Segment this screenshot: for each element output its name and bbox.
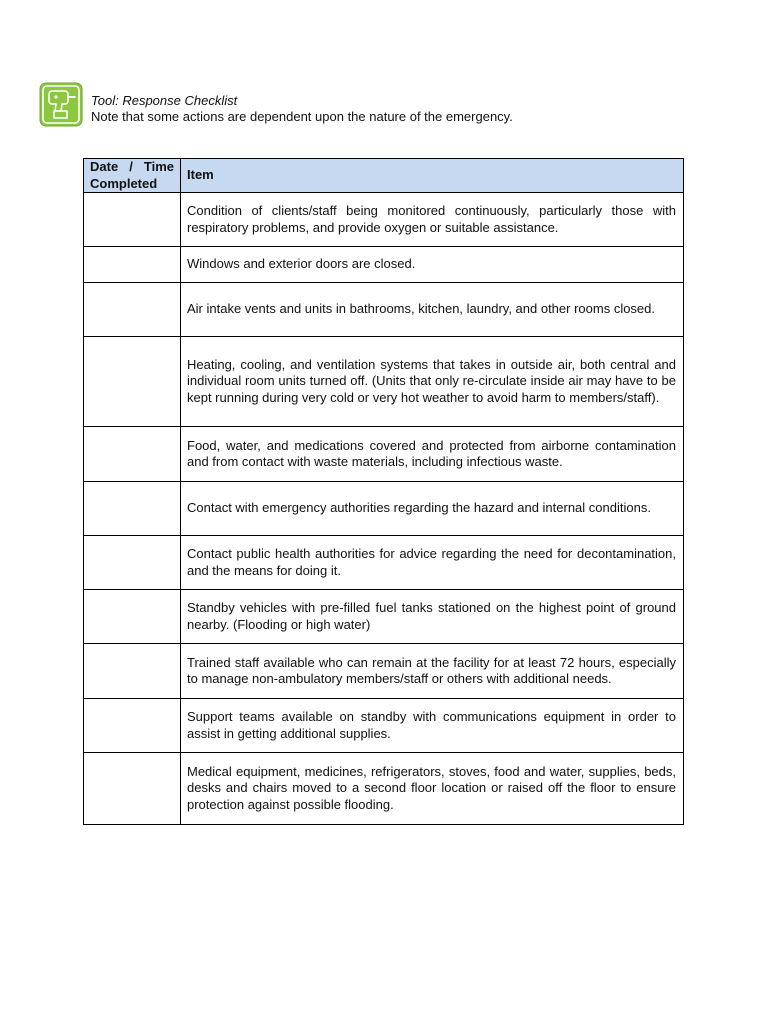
table-row xyxy=(84,482,684,536)
checklist-item-text: Trained staff available who can remain at the facility for at least 72 hours, especially to manage non-ambulatory members/staff or others with additional needs. xyxy=(181,644,684,699)
response-checklist-table xyxy=(83,158,684,825)
table-row xyxy=(84,193,684,247)
item-header: Item xyxy=(181,159,684,193)
table-row xyxy=(84,753,684,825)
checklist-item-text: Air intake vents and units in bathrooms, kitchen, laundry, and other rooms closed. xyxy=(181,283,684,337)
table-header-row xyxy=(84,159,684,193)
date-time-completed-header xyxy=(84,159,181,193)
checklist-item-text: Support teams available on standby with communications equipment in order to assist in getting additional supplies. xyxy=(181,699,684,753)
date-completed-cell[interactable] xyxy=(84,482,181,536)
date-completed-cell[interactable] xyxy=(84,337,181,427)
table-row xyxy=(84,699,684,753)
date-completed-cell[interactable] xyxy=(84,193,181,247)
table-row xyxy=(84,427,684,482)
date-completed-cell[interactable] xyxy=(84,753,181,825)
table-row xyxy=(84,247,684,283)
date-completed-cell[interactable] xyxy=(84,644,181,699)
checklist-item-text: Windows and exterior doors are closed. xyxy=(181,247,684,283)
date-completed-cell[interactable] xyxy=(84,699,181,753)
date-completed-cell[interactable] xyxy=(84,427,181,482)
table-row xyxy=(84,283,684,337)
checklist-item-text: Contact public health authorities for advice regarding the need for decontamination, and the means for doing it. xyxy=(181,536,684,590)
power-drill-tool-icon xyxy=(39,82,83,127)
tool-title: Tool: Response Checklist xyxy=(91,93,238,108)
date-completed-cell[interactable] xyxy=(84,283,181,337)
table-row xyxy=(84,536,684,590)
checklist-item-text: Medical equipment, medicines, refrigerators, stoves, food and water, supplies, beds, desks and chairs moved to a second floor location or raised off the floor to ensure protection against possible flooding. xyxy=(181,753,684,825)
table-row xyxy=(84,644,684,699)
note-text: Note that some actions are dependent upon the nature of the emergency. xyxy=(91,109,513,124)
checklist-item-text: Condition of clients/staff being monitored continuously, particularly those with respiratory problems, and provide oxygen or suitable assistance. xyxy=(181,193,684,247)
date-completed-cell[interactable] xyxy=(84,590,181,644)
header-block xyxy=(91,93,513,125)
table-row xyxy=(84,590,684,644)
date-completed-cell[interactable] xyxy=(84,536,181,590)
checklist-item-text: Heating, cooling, and ventilation systems that takes in outside air, both central and individual room units turned off. (Units that only re-circulate inside air may have to be kept running during very cold or very hot weather to avoid harm to members/staff). xyxy=(181,337,684,427)
table-row xyxy=(84,337,684,427)
checklist-item-text: Standby vehicles with pre-filled fuel tanks stationed on the highest point of ground nearby. (Flooding or high water) xyxy=(181,590,684,644)
checklist-item-text: Food, water, and medications covered and protected from airborne contamination and from contact with waste materials, including infectious waste. xyxy=(181,427,684,482)
completed-label: Completed xyxy=(90,175,158,191)
date-time-label: Date / Time xyxy=(90,159,174,174)
date-completed-cell[interactable] xyxy=(84,247,181,283)
checklist-item-text: Contact with emergency authorities regarding the hazard and internal conditions. xyxy=(181,482,684,536)
